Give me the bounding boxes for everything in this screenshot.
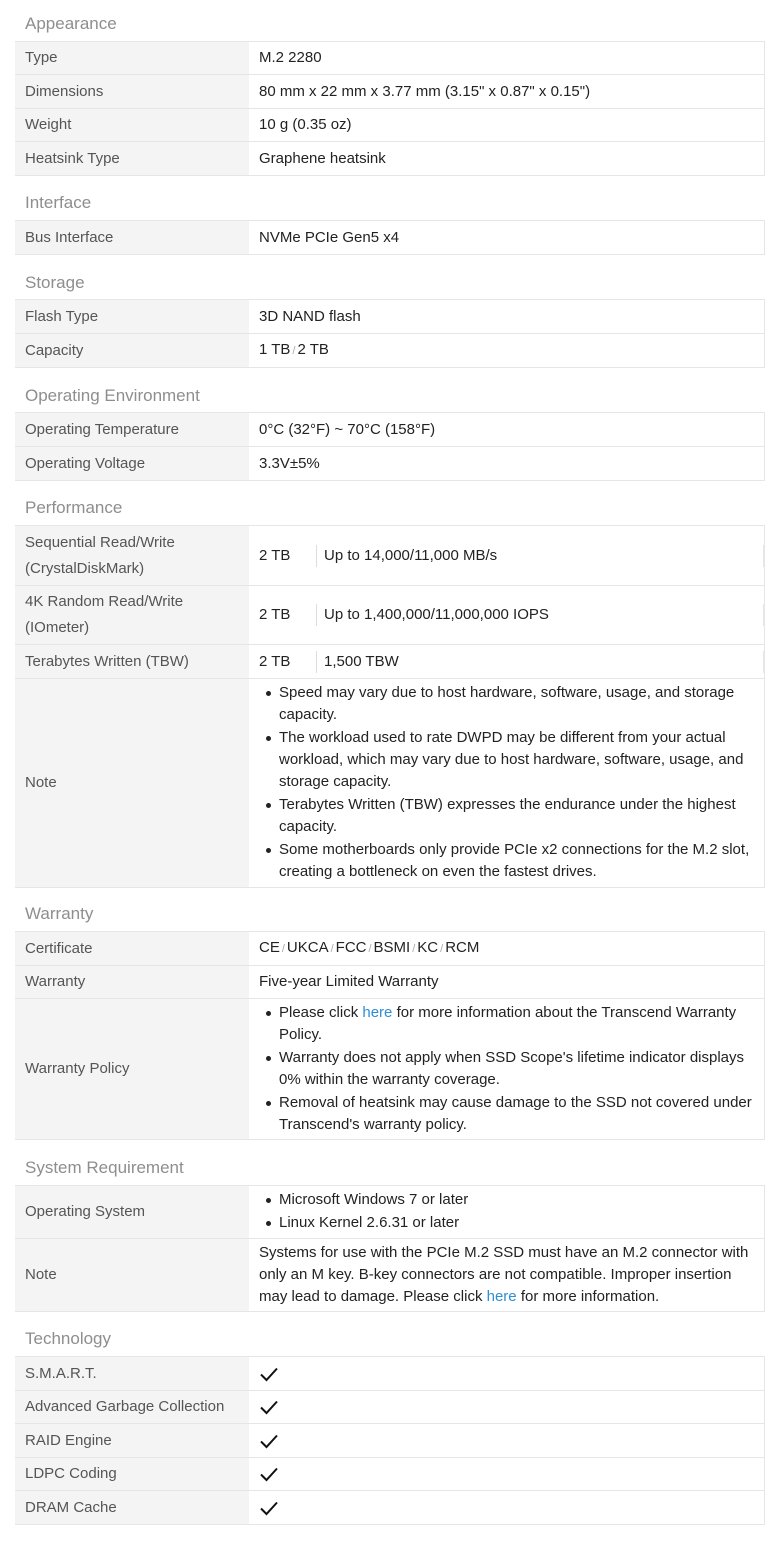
spec-row	[15, 300, 765, 334]
spec-row	[15, 1491, 765, 1525]
perf-value: 1,500 TBW	[317, 651, 764, 673]
system-table	[15, 1185, 765, 1312]
capacity-values	[249, 334, 765, 368]
spec-label-line: (CrystalDiskMark)	[25, 559, 145, 577]
separator: /	[281, 943, 285, 955]
section-title-warranty: Warranty	[25, 904, 94, 923]
perf-capacity-text: 2 TB	[259, 545, 317, 567]
spec-label: Advanced Garbage Collection	[15, 1391, 249, 1424]
separator: /	[440, 943, 444, 955]
warranty-policy-link[interactable]: here	[362, 1003, 393, 1021]
policy-text: for more information about the Transcend Warranty Policy.	[279, 1003, 737, 1043]
spec-row	[15, 966, 765, 999]
spec-row	[15, 526, 765, 586]
spec-label	[15, 586, 249, 645]
system-note-text: for more information.	[516, 1288, 660, 1305]
spec-row	[15, 679, 765, 888]
separator: /	[412, 943, 416, 955]
check-cell	[249, 1424, 765, 1458]
spec-label-line: Sequential Read/Write	[25, 533, 175, 551]
separator: /	[368, 943, 372, 955]
certificate: KC	[417, 939, 439, 956]
warranty-table	[15, 931, 765, 1140]
check-cell	[249, 1391, 765, 1424]
spec-label: Terabytes Written (TBW)	[15, 645, 249, 679]
certificate-list	[249, 932, 765, 966]
perf-value: Up to 14,000/11,000 MB/s	[317, 545, 764, 567]
spec-row	[15, 42, 765, 75]
separator: /	[292, 345, 296, 357]
certificate: BSMI	[373, 939, 411, 956]
section-title-operating-environment: Operating Environment	[25, 386, 200, 405]
storage-table	[15, 299, 765, 368]
os-item: Linux Kernel 2.6.31 or later	[279, 1212, 752, 1234]
spec-label: Note	[15, 1239, 249, 1312]
checkmark-icon	[259, 1431, 279, 1451]
appearance-table	[15, 41, 765, 176]
spec-value: 10 g (0.35 oz)	[249, 109, 765, 142]
spec-label: Warranty	[15, 966, 249, 999]
check-cell	[249, 1458, 765, 1491]
checkmark-icon	[259, 1397, 279, 1417]
technology-table	[15, 1356, 765, 1525]
spec-label: Type	[15, 42, 249, 75]
section-title-interface: Interface	[25, 193, 92, 212]
section-title-storage: Storage	[25, 273, 85, 292]
spec-value: Five-year Limited Warranty	[249, 966, 765, 999]
certificate: FCC	[335, 939, 367, 956]
policy-item	[279, 1002, 752, 1046]
spec-row	[15, 645, 765, 679]
spec-label	[15, 526, 249, 586]
section-title-system-requirement: System Requirement	[25, 1158, 184, 1177]
perf-cells	[249, 586, 765, 645]
section-title-performance: Performance	[25, 498, 123, 517]
spec-label-line: 4K Random Read/Write	[25, 593, 184, 610]
spec-row	[15, 932, 765, 966]
capacity-option: 1 TB	[259, 341, 291, 358]
perf-cells	[249, 645, 765, 679]
note-item: The workload used to rate DWPD may be different from your actual workload, which may vary due to host hardware, software, usage, and storage capacity.	[279, 727, 752, 793]
spec-label: Warranty Policy	[15, 999, 249, 1140]
note-item: Speed may vary due to host hardware, software, usage, and storage capacity.	[279, 682, 752, 726]
interface-table	[15, 220, 765, 255]
checkmark-icon	[259, 1498, 279, 1518]
spec-label: Operating Temperature	[15, 413, 249, 447]
note-item: Terabytes Written (TBW) expresses the endurance under the highest capacity.	[279, 794, 752, 838]
spec-row	[15, 1458, 765, 1491]
spec-row	[15, 999, 765, 1140]
system-note	[249, 1239, 765, 1312]
checkmark-icon	[259, 1464, 279, 1484]
spec-row	[15, 109, 765, 142]
spec-row	[15, 586, 765, 645]
certificate: UKCA	[286, 939, 329, 956]
perf-capacity	[249, 545, 317, 567]
policy-item: Removal of heatsink may cause damage to the SSD not covered under Transcend's warranty policy.	[279, 1092, 752, 1136]
spec-label: Heatsink Type	[15, 142, 249, 176]
spec-label: Flash Type	[15, 300, 249, 334]
spec-value: 80 mm x 22 mm x 3.77 mm (3.15" x 0.87" x 0.15")	[249, 75, 765, 109]
note-list	[259, 682, 752, 883]
spec-row	[15, 1357, 765, 1391]
perf-capacity	[249, 604, 317, 626]
spec-row	[15, 1239, 765, 1312]
spec-label: Dimensions	[15, 75, 249, 109]
spec-row	[15, 334, 765, 368]
performance-table	[15, 525, 765, 888]
spec-row	[15, 75, 765, 109]
policy-item: Warranty does not apply when SSD Scope's lifetime indicator displays 0% within the warranty coverage.	[279, 1047, 752, 1091]
spec-label: Operating Voltage	[15, 447, 249, 481]
system-info-link[interactable]: here	[486, 1288, 517, 1305]
spec-row	[15, 1186, 765, 1239]
perf-value: Up to 1,400,000/11,000,000 IOPS	[317, 604, 764, 626]
perf-cells	[249, 526, 765, 586]
spec-label: RAID Engine	[15, 1424, 249, 1458]
note-item: Some motherboards only provide PCIe x2 connections for the M.2 slot, creating a bottleneck on even the fastest drives.	[279, 839, 752, 883]
spec-value: 0°C (32°F) ~ 70°C (158°F)	[249, 413, 765, 447]
spec-row	[15, 447, 765, 481]
spec-row	[15, 142, 765, 176]
spec-label: LDPC Coding	[15, 1458, 249, 1491]
spec-row	[15, 1391, 765, 1424]
spec-label: Bus Interface	[15, 221, 249, 255]
spec-row	[15, 413, 765, 447]
spec-label: Certificate	[15, 932, 249, 966]
spec-value: NVMe PCIe Gen5 x4	[249, 221, 765, 255]
system-note-text: Systems for use with the PCIe M.2 SSD must have an M.2 connector with only an M key. B-key connectors are not compatible. Improper insertion may lead to damage. Please click	[259, 1244, 749, 1305]
capacity-option: 2 TB	[297, 341, 329, 358]
note-list-cell	[249, 679, 765, 888]
check-cell	[249, 1491, 765, 1525]
policy-list	[259, 1002, 752, 1136]
operating-table	[15, 412, 765, 481]
spec-label: S.M.A.R.T.	[15, 1357, 249, 1391]
spec-label: Capacity	[15, 334, 249, 368]
spec-label: Weight	[15, 109, 249, 142]
perf-capacity-text: 2 TB	[259, 604, 317, 626]
policy-list-cell	[249, 999, 765, 1140]
spec-row	[15, 221, 765, 255]
checkmark-icon	[259, 1364, 279, 1384]
certificate: CE	[259, 939, 280, 956]
spec-value: 3D NAND flash	[249, 300, 765, 334]
spec-label-line: (IOmeter)	[25, 619, 90, 636]
certificate: RCM	[445, 939, 480, 956]
spec-row	[15, 1424, 765, 1458]
separator: /	[330, 943, 334, 955]
spec-value: M.2 2280	[249, 42, 765, 75]
section-title-technology: Technology	[25, 1329, 112, 1348]
perf-capacity	[249, 651, 317, 673]
spec-value: Graphene heatsink	[249, 142, 765, 176]
spec-value: 3.3V±5%	[249, 447, 765, 481]
os-item: Microsoft Windows 7 or later	[279, 1189, 752, 1211]
section-title-appearance: Appearance	[25, 14, 117, 33]
spec-label: Note	[15, 679, 249, 888]
spec-label: DRAM Cache	[15, 1491, 249, 1525]
os-list-cell	[249, 1186, 765, 1239]
policy-text: Please click	[279, 1003, 363, 1021]
os-list	[259, 1189, 752, 1234]
perf-capacity-text: 2 TB	[259, 651, 317, 673]
spec-label: Operating System	[15, 1186, 249, 1239]
check-cell	[249, 1357, 765, 1391]
